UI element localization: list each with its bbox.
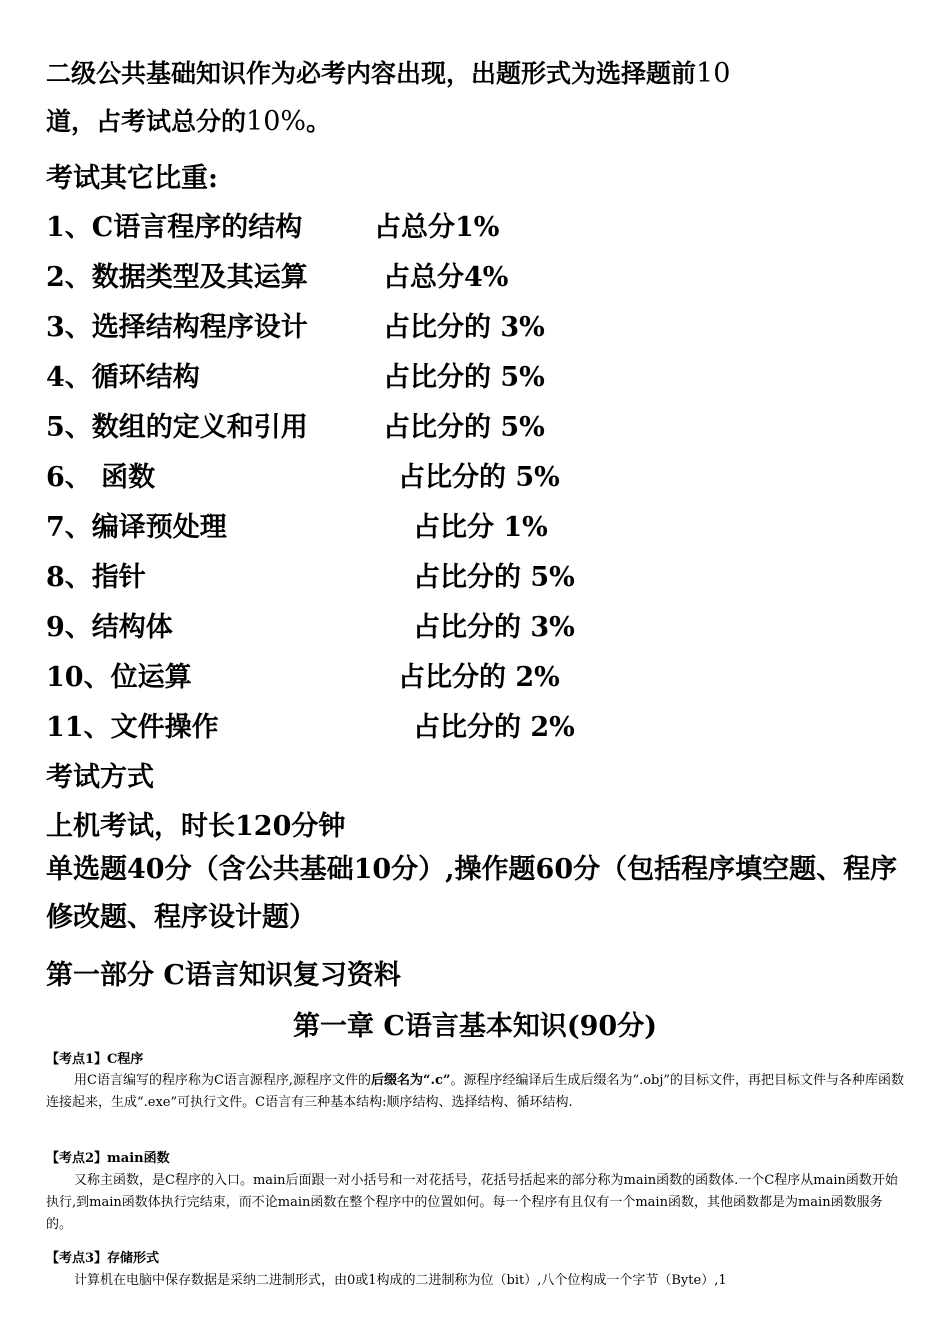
chapter-title: 第一章 C语言基本知识(90分) bbox=[292, 1011, 657, 1042]
intro-line-1-number: 10 bbox=[696, 58, 731, 89]
part-title: 第一部分 C语言知识复习资料 bbox=[46, 960, 401, 991]
exam-scoring: 单选题40分（含公共基础10分）,操作题60分（包括程序填空题、程序修改题、程序设计题） bbox=[46, 854, 898, 933]
weight-value: 占比分的 5% bbox=[413, 562, 575, 593]
key-point-title: 【考点2】main函数 bbox=[46, 1151, 170, 1166]
key-point-text: 计算机在电脑中保存数据是采纳二进制形式，由0或1构成的二进制称为位（bit）,八个位构成一个字节（Byte）,1 bbox=[74, 1273, 727, 1288]
weight-label: 11、文件操作 bbox=[46, 712, 219, 743]
key-point-body bbox=[46, 1070, 908, 1114]
key-point-text: 用C语言编写的程序称为C语言源程序,源程序文件的 bbox=[74, 1073, 372, 1088]
key-point-text: 。源程序经编译后生成后缀名为“.obj”的目标文件，再把目标文件与各种库函数连接起来，生成“.exe”可执行文件。C语言有三种基本结构:顺序结构、选择结构、循环结构. bbox=[46, 1073, 905, 1110]
key-point-emphasis: 后缀名为“.c” bbox=[371, 1073, 451, 1088]
weight-label: 7、编译预处理 bbox=[46, 512, 227, 543]
key-point-title: 【考点1】C程序 bbox=[46, 1052, 144, 1067]
exam-mode-heading: 考试方式 bbox=[46, 762, 154, 793]
weight-label: 8、指针 bbox=[46, 562, 146, 593]
exam-mode-line: 上机考试，时长120分钟 bbox=[46, 811, 346, 842]
intro-line-2-number: 10% bbox=[246, 106, 307, 137]
weight-value: 占比分的 5% bbox=[383, 412, 545, 443]
weight-label: 3、选择结构程序设计 bbox=[46, 312, 308, 343]
key-point-body bbox=[46, 1270, 908, 1292]
weight-value: 占比分 1% bbox=[413, 512, 548, 543]
intro-paragraph bbox=[46, 50, 916, 146]
intro-line-2-text-a: 道，占考试总分的 bbox=[46, 107, 247, 136]
intro-line-1 bbox=[46, 50, 916, 98]
weight-value: 占比分的 2% bbox=[413, 712, 575, 743]
key-point-body bbox=[46, 1170, 908, 1236]
intro-line-2-text-b: 。 bbox=[306, 107, 332, 136]
weight-label: 6、 函数 bbox=[46, 462, 156, 493]
weight-value: 占总分4% bbox=[383, 262, 509, 293]
key-point-text: 又称主函数，是C程序的入口。main后面跟一对小括号和一对花括号，花括号括起来的部分称为main函数的函数体.一个C程序从main函数开始执行,到main函数体执行完结束，而不论main函数在整个程序中的位置如何。每一个程序有且仅有一个main函数，其他函数都是为main函数服务的。 bbox=[46, 1173, 898, 1232]
weight-value: 占比分的 2% bbox=[398, 662, 560, 693]
weights-heading: 考试其它比重: bbox=[46, 163, 218, 194]
weight-label: 2、数据类型及其运算 bbox=[46, 262, 308, 293]
intro-line-2 bbox=[46, 98, 916, 146]
weight-label: 10、位运算 bbox=[46, 662, 192, 693]
weight-label: 9、结构体 bbox=[46, 612, 173, 643]
weight-value: 占比分的 5% bbox=[383, 362, 545, 393]
weight-value: 占总分1% bbox=[374, 212, 500, 243]
intro-line-1-text: 二级公共基础知识作为必考内容出现，出题形式为选择题前 bbox=[46, 59, 697, 88]
weight-value: 占比分的 3% bbox=[413, 612, 575, 643]
weight-label: 5、数组的定义和引用 bbox=[46, 412, 308, 443]
weight-label: 1、C语言程序的结构 bbox=[46, 212, 303, 243]
weight-value: 占比分的 3% bbox=[383, 312, 545, 343]
key-point-title: 【考点3】存储形式 bbox=[46, 1251, 160, 1266]
weight-value: 占比分的 5% bbox=[398, 462, 560, 493]
weight-label: 4、循环结构 bbox=[46, 362, 200, 393]
